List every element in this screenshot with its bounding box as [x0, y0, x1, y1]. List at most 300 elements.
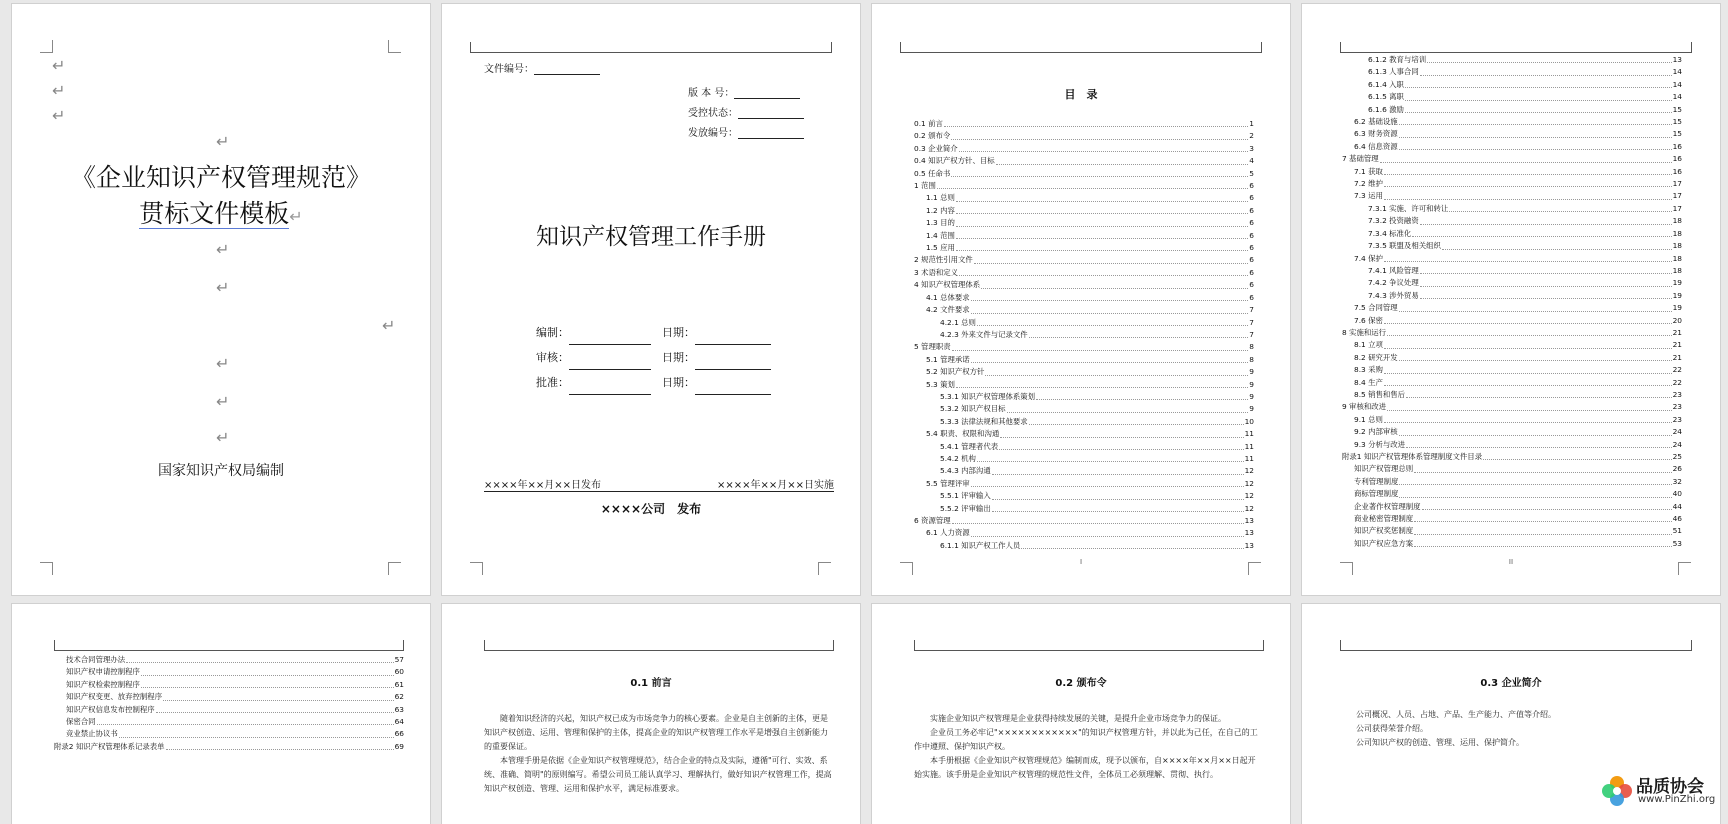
toc-entry-page: 3 — [1249, 143, 1254, 153]
toc-entry-page: 69 — [394, 741, 404, 751]
toc-entry-title: 4 知识产权管理体系 — [914, 280, 981, 290]
toc-leader — [1414, 513, 1671, 522]
toc-entry-title: 6.2 基础设施 — [1354, 117, 1398, 127]
toc-entry[interactable] — [914, 217, 1254, 229]
toc-entry-title: 知识产权奖惩制度 — [1354, 526, 1414, 536]
toc-entry-page: 12 — [1244, 478, 1254, 488]
toc-entry-title: 4.1 总体要求 — [926, 292, 970, 302]
toc-entry[interactable] — [914, 341, 1254, 353]
toc-entry[interactable] — [914, 478, 1254, 490]
toc-entry-page: 24 — [1672, 427, 1682, 437]
toc-leader — [956, 242, 1248, 251]
toc-leader — [971, 354, 1249, 363]
toc-leader — [944, 118, 1248, 127]
toc-entry-page: 9 — [1249, 367, 1254, 377]
toc-entry-title: 6.3 财务资源 — [1354, 129, 1398, 139]
toc-leader — [992, 503, 1244, 512]
toc-entry-title: 0.4 知识产权方针、目标 — [914, 156, 995, 166]
paragraph: 公司概况、人员、占地、产品、生产能力、产值等介绍。 — [1356, 710, 1556, 719]
flower-logo-icon — [1600, 774, 1634, 808]
toc-entry-page: 32 — [1672, 476, 1682, 486]
toc-entry[interactable] — [914, 118, 1254, 130]
toc-leader — [1399, 476, 1671, 485]
toc-entry[interactable] — [1342, 265, 1682, 277]
toc-leader — [1420, 277, 1672, 286]
toc-entry[interactable] — [914, 242, 1254, 254]
toc-entry[interactable] — [1342, 116, 1682, 128]
toc-entry-title: 7.4.1 风险管理 — [1368, 265, 1419, 275]
toc-entry-page: 14 — [1672, 67, 1682, 77]
toc-leader — [1399, 488, 1671, 497]
toc-entry[interactable] — [914, 205, 1254, 217]
toc-entry-title: 0.2 颁布令 — [914, 131, 951, 141]
toc-leader — [1399, 141, 1672, 150]
toc-entry-title: 5.4.1 管理者代表 — [940, 441, 999, 451]
toc-leader — [952, 515, 1244, 524]
crop-mark — [470, 562, 483, 575]
toc-entry[interactable] — [914, 292, 1254, 304]
toc-entry-page: 17 — [1672, 191, 1682, 201]
toc-entry[interactable] — [1342, 290, 1682, 302]
toc-entry-title: 4.2.3 外来文件与记录文件 — [940, 329, 1028, 339]
toc-leader — [1427, 54, 1671, 63]
toc-entry-page: 18 — [1672, 241, 1682, 251]
toc-entry-page: 44 — [1672, 501, 1682, 511]
toc-entry-page: 22 — [1672, 365, 1682, 375]
toc-leader — [1483, 451, 1672, 460]
header-line — [914, 640, 1264, 651]
toc-entry[interactable] — [914, 192, 1254, 204]
toc-entry[interactable] — [1342, 190, 1682, 202]
toc-entry-page: 1 — [1249, 119, 1254, 128]
toc-entry[interactable] — [914, 254, 1254, 266]
toc-leader — [166, 741, 394, 750]
toc-entry[interactable] — [914, 143, 1254, 155]
toc-entry[interactable] — [914, 527, 1254, 539]
toc-entry-title: 7.3.5 联盟及相关组织 — [1368, 241, 1441, 251]
toc-entry-page: 16 — [1672, 154, 1682, 164]
toc-entry[interactable] — [1342, 215, 1682, 227]
toc-entry-title: 1.2 内容 — [926, 205, 955, 215]
doc-no-field: 文件编号： — [484, 60, 600, 75]
toc-entry[interactable] — [914, 416, 1254, 428]
toc-entry-page: 25 — [1672, 452, 1682, 461]
toc-entry-title: 知识产权信息发布控制程序 — [66, 704, 155, 714]
page-toc-1 — [872, 4, 1290, 595]
cover-title-line1: 《企业知识产权管理规范》 — [70, 163, 371, 192]
toc-entry-title: 2 规范性引用文件 — [914, 255, 973, 265]
watermark-logo — [1600, 770, 1724, 810]
toc-leader — [1380, 153, 1672, 162]
toc-entry-page: 63 — [394, 704, 404, 714]
toc-leader — [1449, 203, 1671, 212]
cover-publisher: 国家知识产权局编制 — [158, 463, 284, 479]
toc-entry-title: 附录1 知识产权管理体系管理制度文件目录 — [1342, 452, 1483, 461]
sign-row: 审核： 日期： — [536, 345, 771, 370]
toc-entry-page: 7 — [1249, 329, 1254, 339]
toc-leader — [1442, 240, 1672, 249]
toc-entry-title: 附录2 知识产权管理体系记录表单 — [54, 741, 165, 751]
section-body — [1340, 708, 1680, 750]
crop-mark — [818, 562, 831, 575]
toc-entry[interactable] — [914, 490, 1254, 502]
toc-entry-title: 知识产权变更、放弃控制程序 — [66, 692, 163, 702]
toc-entry[interactable] — [1342, 538, 1682, 550]
toc-leader — [977, 453, 1244, 462]
toc-leader — [956, 379, 1248, 388]
toc-entry-page: 64 — [394, 717, 404, 727]
toc-entry[interactable] — [914, 453, 1254, 465]
toc-entry[interactable] — [54, 691, 404, 703]
toc-entry[interactable] — [1342, 426, 1682, 438]
toc-leader — [956, 192, 1248, 201]
toc-entry[interactable] — [1342, 463, 1682, 475]
header-line — [1340, 640, 1692, 651]
toc-entry[interactable] — [914, 441, 1254, 453]
toc-entry-page: 5 — [1249, 168, 1254, 178]
toc-leader — [977, 317, 1248, 326]
toc-entry-page: 6 — [1249, 267, 1254, 277]
toc-leader — [1384, 377, 1672, 386]
toc-leader — [126, 654, 393, 663]
toc-leader — [1399, 302, 1672, 311]
toc-leader — [1420, 66, 1672, 75]
toc-entry[interactable] — [54, 666, 404, 678]
toc-entry-page: 23 — [1672, 389, 1682, 399]
toc-entry[interactable] — [1342, 141, 1682, 153]
toc-entry-title: 6.1.1 知识产权工作人员 — [940, 540, 1021, 550]
toc-entry-page: 6 — [1249, 243, 1254, 253]
toc-entry-page: 51 — [1672, 526, 1682, 536]
toc-entry[interactable] — [1342, 401, 1682, 413]
toc-entry-title: 0.3 企业简介 — [914, 143, 958, 153]
toc-entry-title: 8.5 销售和售后 — [1354, 389, 1406, 399]
paragraph: 公司获得荣誉介绍。 — [1356, 724, 1428, 733]
toc-leader — [1384, 166, 1672, 175]
toc-entry-title: 1.4 范围 — [926, 230, 955, 240]
toc-leader — [971, 478, 1244, 487]
toc-entry-title: 3 术语和定义 — [914, 267, 959, 277]
toc-entry-page: 22 — [1672, 377, 1682, 387]
toc-entry-title: 7.2 维护 — [1354, 179, 1383, 189]
toc-entry-page: 15 — [1672, 117, 1682, 127]
toc-entry[interactable] — [1342, 228, 1682, 240]
toc-entry-page: 6 — [1249, 280, 1254, 290]
toc-entry-page: 23 — [1672, 402, 1682, 412]
paragraph: 随着知识经济的兴起，知识产权已成为市场竞争力的核心要素。企业是自主创新的主体，更是知识产权创造、运用、管理和保护的主体，提高企业的知识产权管理工作水平是增强自主创新能力的重要保证。 — [484, 714, 828, 751]
toc-leader — [959, 267, 1248, 276]
page-toc-2 — [1302, 4, 1720, 595]
toc-entry[interactable] — [914, 329, 1254, 341]
toc-leader — [1384, 190, 1672, 199]
section-heading: 0.1 前言 — [630, 678, 672, 689]
toc-entry[interactable] — [54, 728, 404, 740]
toc-entry[interactable] — [1342, 66, 1682, 78]
toc-entry-title: 技术合同管理办法 — [66, 655, 126, 664]
toc-leader — [992, 490, 1244, 499]
toc-list — [1342, 54, 1682, 550]
toc-entry-page: 6 — [1249, 255, 1254, 265]
toc-leader — [1420, 265, 1672, 274]
toc-entry-page: 66 — [394, 729, 404, 739]
toc-entry[interactable] — [1342, 451, 1682, 463]
toc-entry[interactable] — [1342, 302, 1682, 314]
toc-entry[interactable] — [54, 679, 404, 691]
toc-leader — [1029, 329, 1249, 338]
toc-entry-page: 23 — [1672, 414, 1682, 424]
toc-entry-page: 18 — [1672, 216, 1682, 226]
toc-entry[interactable] — [914, 379, 1254, 391]
toc-entry-title: 5.2 知识产权方针 — [926, 367, 985, 377]
toc-entry[interactable] — [1342, 91, 1682, 103]
toc-list — [914, 118, 1254, 552]
toc-entry[interactable] — [914, 317, 1254, 329]
paragraph-mark-icon: ↵ — [216, 278, 230, 297]
toc-leader — [1420, 215, 1672, 224]
toc-entry[interactable] — [1342, 54, 1682, 66]
toc-entry-page: 6 — [1249, 292, 1254, 302]
toc-leader — [1387, 401, 1672, 410]
toc-leader — [163, 691, 394, 700]
toc-leader — [119, 728, 394, 737]
toc-entry-title: 7.1 获取 — [1354, 166, 1383, 176]
toc-entry-page: 8 — [1249, 342, 1254, 352]
paragraph-mark-icon: ↵ — [216, 132, 230, 151]
toc-entry[interactable] — [914, 391, 1254, 403]
crop-mark — [388, 40, 401, 53]
toc-entry-title: 6.1.5 离职 — [1368, 92, 1404, 102]
toc-entry-page: 11 — [1244, 429, 1254, 439]
toc-leader — [1414, 463, 1671, 472]
toc-leader — [956, 217, 1248, 226]
toc-leader — [996, 155, 1249, 164]
page-preface — [442, 604, 860, 824]
toc-entry[interactable] — [54, 654, 404, 666]
toc-entry[interactable] — [1342, 352, 1682, 364]
toc-leader — [1384, 315, 1672, 324]
toc-entry-title: 7.3.2 投资融资 — [1368, 216, 1419, 226]
toc-entry-page: 13 — [1244, 528, 1254, 538]
toc-leader — [985, 366, 1248, 375]
toc-entry[interactable] — [1342, 315, 1682, 327]
toc-entry[interactable] — [54, 704, 404, 716]
toc-leader — [1384, 253, 1672, 262]
toc-entry[interactable] — [914, 515, 1254, 527]
toc-entry[interactable] — [914, 304, 1254, 316]
toc-leader — [1406, 439, 1672, 448]
toc-entry-title: 9.1 总则 — [1354, 414, 1383, 424]
toc-entry-page: 40 — [1672, 489, 1682, 499]
toc-leader — [971, 527, 1244, 536]
toc-leader — [1405, 104, 1672, 113]
toc-leader — [1420, 290, 1672, 299]
watermark-url: www.PinZhi.org — [1638, 794, 1716, 805]
toc-entry-page: 21 — [1672, 327, 1682, 337]
toc-entry[interactable] — [1342, 525, 1682, 537]
toc-entry-title: 5.3.2 知识产权目标 — [940, 404, 1006, 414]
toc-leader — [1399, 352, 1672, 361]
toc-entry[interactable] — [914, 155, 1254, 167]
toc-title: 目 录 — [1064, 88, 1098, 101]
toc-entry[interactable] — [1342, 488, 1682, 500]
toc-entry[interactable] — [1342, 178, 1682, 190]
toc-entry-title: 5.5.2 评审输出 — [940, 503, 991, 513]
toc-list — [54, 654, 404, 753]
toc-entry-title: 商标管理制度 — [1354, 489, 1399, 499]
toc-entry-page: 61 — [394, 679, 404, 689]
toc-entry[interactable] — [914, 130, 1254, 142]
toc-entry-page: 21 — [1672, 352, 1682, 362]
toc-entry-page: 18 — [1672, 265, 1682, 275]
toc-leader — [1406, 389, 1672, 398]
toc-entry-title: 6.4 信息资源 — [1354, 141, 1398, 151]
toc-leader — [1029, 416, 1244, 425]
toc-entry[interactable] — [914, 540, 1254, 552]
toc-entry-page: 10 — [1244, 416, 1254, 426]
control-status-field: 受控状态： — [688, 104, 804, 119]
toc-entry-title: 5.1 管理承诺 — [926, 354, 970, 364]
page-manual-cover — [442, 4, 860, 595]
toc-entry[interactable] — [1342, 277, 1682, 289]
toc-entry[interactable] — [1342, 339, 1682, 351]
toc-leader — [141, 666, 394, 675]
toc-leader — [1414, 538, 1671, 547]
header-line — [900, 42, 1262, 53]
toc-entry[interactable] — [914, 403, 1254, 415]
toc-entry-title: 7.5 合同管理 — [1354, 303, 1398, 313]
toc-entry[interactable] — [914, 366, 1254, 378]
toc-entry-page: 53 — [1672, 538, 1682, 548]
toc-entry-page: 62 — [394, 692, 404, 702]
page-decree — [872, 604, 1290, 824]
toc-entry-title: 4.2.1 总则 — [940, 317, 976, 327]
toc-entry[interactable] — [914, 267, 1254, 279]
toc-entry[interactable] — [1342, 79, 1682, 91]
toc-entry[interactable] — [54, 741, 404, 753]
toc-entry[interactable] — [914, 168, 1254, 180]
toc-entry-title: 竞业禁止协议书 — [66, 729, 118, 739]
paragraph-mark-icon: ↵ — [216, 240, 230, 259]
toc-entry[interactable] — [914, 180, 1254, 192]
toc-entry[interactable] — [1342, 240, 1682, 252]
crop-mark — [40, 562, 53, 575]
crop-mark — [388, 562, 401, 575]
toc-entry[interactable] — [1342, 166, 1682, 178]
toc-entry-title: 1.5 应用 — [926, 243, 955, 253]
toc-entry[interactable] — [914, 503, 1254, 515]
toc-entry[interactable] — [1342, 364, 1682, 376]
toc-entry-page: 26 — [1672, 464, 1682, 474]
toc-entry[interactable] — [914, 354, 1254, 366]
toc-leader — [156, 704, 394, 713]
toc-entry-page: 16 — [1672, 141, 1682, 151]
toc-entry-title: 6.1.3 人事合同 — [1368, 67, 1419, 77]
paragraph: 公司知识产权的创造、管理、运用、保护简介。 — [1356, 738, 1524, 747]
toc-entry[interactable] — [1342, 253, 1682, 265]
toc-entry[interactable] — [1342, 476, 1682, 488]
toc-leader — [1422, 501, 1672, 510]
section-body — [484, 712, 832, 796]
toc-entry-title: 8.1 立项 — [1354, 340, 1383, 350]
paragraph-mark-icon: ↵ — [52, 106, 66, 125]
header-line — [54, 640, 404, 651]
toc-entry[interactable] — [1342, 377, 1682, 389]
toc-entry-page: 15 — [1672, 129, 1682, 139]
toc-entry-title: 5.3 策划 — [926, 379, 955, 389]
toc-entry-page: 11 — [1244, 453, 1254, 463]
sign-block — [536, 320, 771, 395]
toc-entry-title: 6.1.4 入职 — [1368, 79, 1404, 89]
toc-entry[interactable] — [914, 279, 1254, 291]
toc-entry-title: 6 资源管理 — [914, 516, 951, 525]
toc-entry[interactable] — [1342, 439, 1682, 451]
toc-entry-title: 1 范围 — [914, 181, 936, 191]
toc-entry[interactable] — [1342, 327, 1682, 339]
toc-leader — [937, 180, 1248, 189]
toc-entry-title: 6.1.2 教育与培训 — [1368, 55, 1427, 64]
toc-leader — [951, 168, 1248, 177]
toc-entry-page: 12 — [1244, 503, 1254, 513]
toc-entry-title: 5.5 管理评审 — [926, 478, 970, 488]
toc-entry-page: 14 — [1672, 79, 1682, 89]
toc-entry[interactable] — [1342, 104, 1682, 116]
toc-entry[interactable] — [1342, 513, 1682, 525]
toc-leader — [951, 130, 1248, 139]
toc-entry-title: 1.3 目的 — [926, 218, 955, 228]
toc-entry-title: 5.3.3 法律法规和其他要求 — [940, 416, 1028, 426]
toc-entry-page: 9 — [1249, 404, 1254, 414]
toc-entry[interactable] — [914, 230, 1254, 242]
sign-row: 批准： 日期： — [536, 370, 771, 395]
toc-entry-title: 商业秘密管理制度 — [1354, 514, 1414, 524]
toc-entry-title: 企业著作权管理制度 — [1354, 501, 1421, 511]
toc-entry-title: 6.1.6 激励 — [1368, 104, 1404, 114]
toc-entry[interactable] — [914, 428, 1254, 440]
toc-leader — [1384, 364, 1672, 373]
toc-entry[interactable] — [54, 716, 404, 728]
toc-leader — [1036, 391, 1248, 400]
section-body — [914, 712, 1262, 782]
toc-entry-page: 6 — [1249, 181, 1254, 191]
toc-entry[interactable] — [1342, 501, 1682, 513]
paragraph-mark-icon: ↵ — [52, 56, 66, 75]
toc-entry-title: 9.2 内部审核 — [1354, 427, 1398, 437]
toc-leader — [956, 230, 1248, 239]
date-line: ××××年××月××日发布 ××××年××月××日实施 — [484, 476, 834, 492]
toc-entry-page: 19 — [1672, 290, 1682, 300]
version-field: 版 本 号： — [688, 84, 800, 99]
toc-entry-title: 5.5.1 评审输入 — [940, 491, 991, 501]
toc-entry-title: 保密合同 — [66, 717, 96, 727]
toc-entry-title: 8.2 研究开发 — [1354, 352, 1398, 362]
header-line — [484, 640, 834, 651]
toc-entry[interactable] — [914, 465, 1254, 477]
page-number: I — [1079, 558, 1083, 566]
toc-entry-page: 7 — [1249, 317, 1254, 327]
toc-entry-page: 9 — [1249, 391, 1254, 401]
toc-entry-title: 7.6 保密 — [1354, 315, 1383, 325]
toc-entry[interactable] — [1342, 414, 1682, 426]
toc-entry[interactable] — [1342, 389, 1682, 401]
toc-leader — [1021, 540, 1243, 549]
paragraph-mark-icon: ↵ — [52, 81, 66, 100]
toc-entry[interactable] — [1342, 203, 1682, 215]
toc-entry-title: 0.5 任命书 — [914, 168, 951, 178]
toc-entry[interactable] — [1342, 128, 1682, 140]
toc-entry[interactable] — [1342, 153, 1682, 165]
toc-leader — [97, 716, 394, 725]
toc-leader — [1387, 327, 1672, 336]
